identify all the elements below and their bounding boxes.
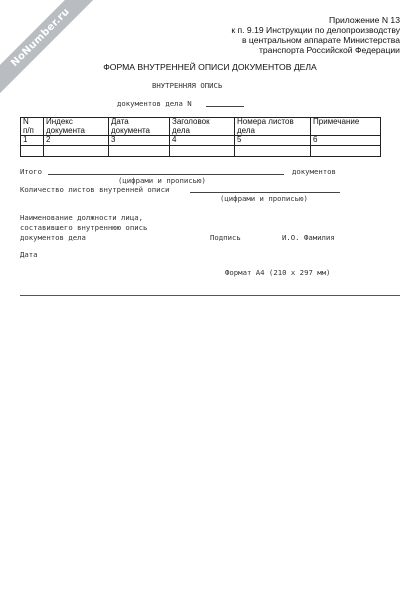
appendix-line: Приложение N 13: [329, 15, 400, 25]
table-cell: 4: [170, 136, 235, 146]
case-number-line: [206, 106, 244, 107]
appendix-line: транспорта Российской Федерации: [258, 45, 400, 55]
appendix-line: к п. 9.19 Инструкции по делопроизводству: [231, 25, 400, 35]
table-cell: [44, 146, 109, 157]
table-cell: 3: [109, 136, 170, 146]
inventory-heading: ВНУТРЕННЯЯ ОПИСЬ: [152, 81, 223, 90]
col-header-number: N п/п: [21, 118, 44, 136]
signature-label: Подпись: [210, 233, 241, 242]
watermark-ribbon: NoNumber.ru: [0, 0, 101, 98]
col-header-index: Индекс документа: [44, 118, 109, 136]
table-cell: [170, 146, 235, 157]
inventory-table: [20, 117, 381, 157]
table-cell: 1: [21, 136, 44, 146]
col-header-note: Примечание: [311, 118, 381, 136]
itogo-label: Итого: [20, 167, 42, 176]
appendix-line: в центральном аппарате Министерства: [241, 35, 400, 45]
col-header-date: Дата документа: [109, 118, 170, 136]
documents-label: документов: [292, 167, 336, 176]
table-cell: 2: [44, 136, 109, 146]
table-cell: 6: [311, 136, 381, 146]
table-header-row: [21, 118, 381, 136]
table-row-empty: [21, 146, 381, 157]
position-line: Наименование должности лица,: [20, 213, 144, 222]
bottom-divider: [20, 295, 400, 296]
position-line: составившего внутреннюю опись: [20, 223, 148, 232]
table-cell: [235, 146, 311, 157]
position-line: документов дела: [20, 233, 86, 242]
table-cell: [109, 146, 170, 157]
inventory-subheading: документов дела N: [117, 99, 192, 108]
itogo-line: [48, 174, 284, 175]
table-row-numbers: [21, 136, 381, 146]
date-label: Дата: [20, 250, 38, 259]
sheets-hint: (цифрами и прописью): [220, 194, 308, 203]
format-label: Формат А4 (210 x 297 мм): [225, 268, 331, 277]
sheets-line: [190, 192, 340, 193]
table-cell: [311, 146, 381, 157]
table-cell: 5: [235, 136, 311, 146]
full-name-label: И.О. Фамилия: [282, 233, 335, 242]
col-header-sheets: Номера листов дела: [235, 118, 311, 136]
form-title: ФОРМА ВНУТРЕННЕЙ ОПИСИ ДОКУМЕНТОВ ДЕЛА: [103, 62, 317, 72]
col-header-title: Заголовок дела: [170, 118, 235, 136]
table-cell: [21, 146, 44, 157]
sheets-label: Количество листов внутренней описи: [20, 185, 170, 194]
itogo-hint: (цифрами и прописью): [118, 176, 206, 185]
appendix-reference: [231, 15, 400, 55]
